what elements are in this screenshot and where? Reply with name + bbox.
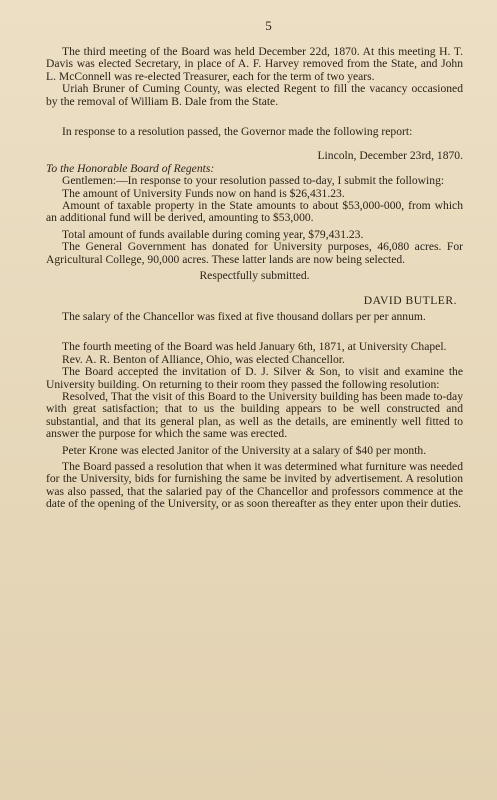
paragraph-chancellor-election: Rev. A. R. Benton of Alliance, Ohio, was elected Chancellor. bbox=[62, 352, 345, 366]
paragraph-third-meeting: The third meeting of the Board was held December 22d, 1870. At this meeting H. T. Davis was elected Secretary, in place of A. F. Harvey removed from the State, and John L. McConnell was re-elected Treasurer, each for the term of two years. bbox=[46, 45, 463, 83]
letter-taxable-property: Amount of taxable property in the State amounts to about $53,000-000, from which an additional fund will be derived, amounting to $53,000. bbox=[46, 199, 463, 225]
paragraph-chancellor-salary: The salary of the Chancellor was fixed at five thousand dollars per per annum. bbox=[62, 309, 426, 323]
paragraph-fourth-meeting: The fourth meeting of the Board was held January 6th, 1871, at University Chapel. bbox=[62, 340, 447, 354]
paragraph-governor-report-intro: In response to a resolution passed, the Governor made the following report: bbox=[62, 125, 413, 139]
paragraph-resolution: Resolved, That the visit of this Board to the University building has been made to-day with great satisfaction; that to us the building appears to be well constructed and substantial, and that its general plan, as well as the details, are eminently well fitted to answer the purpose for which the same was erected. bbox=[46, 389, 463, 441]
paragraph-uriah-bruner: Uriah Bruner of Cuming County, was elected Regent to fill the vacancy occasioned by the removal of William B. Dale from the State. bbox=[46, 82, 463, 108]
page-number: 5 bbox=[265, 18, 272, 33]
paragraph-janitor: Peter Krone was elected Janitor of the University at a salary of $40 per month. bbox=[62, 443, 427, 457]
letter-funds-on-hand: The amount of University Funds now on hand is $26,431.23. bbox=[62, 186, 345, 200]
letter-total-funds: Total amount of funds available during coming year, $79,431.23. bbox=[62, 227, 364, 241]
letter-dateline: Lincoln, December 23rd, 1870. bbox=[317, 149, 463, 163]
letter-salutation: To the Honorable Board of Regents: bbox=[46, 161, 215, 175]
paragraph-building-visit: The Board accepted the invitation of D. J. Silver & Son, to visit and examine the University building. On returning to their room they passed the following resolution: bbox=[46, 365, 463, 391]
letter-closing: Respectfully submitted. bbox=[199, 269, 310, 283]
letter-land-donation: The General Government has donated for University purposes, 46,080 acres. For Agricultural College, 90,000 acres. These latter lands are now being selected. bbox=[46, 240, 463, 266]
letter-opening: Gentlemen:—In response to your resolution passed to-day, I submit the following: bbox=[62, 174, 445, 188]
letter-signature: DAVID BUTLER. bbox=[363, 293, 457, 307]
paragraph-furniture-resolution: The Board passed a resolution that when it was determined what furniture was needed for the University, bids for furnishing the same be invited by advertisement. A resolution was also passed, that the salaried pay of the Chancellor and professors commence at the date of the opening of the University, or as soon thereafter as they enter upon their duties. bbox=[46, 459, 463, 511]
